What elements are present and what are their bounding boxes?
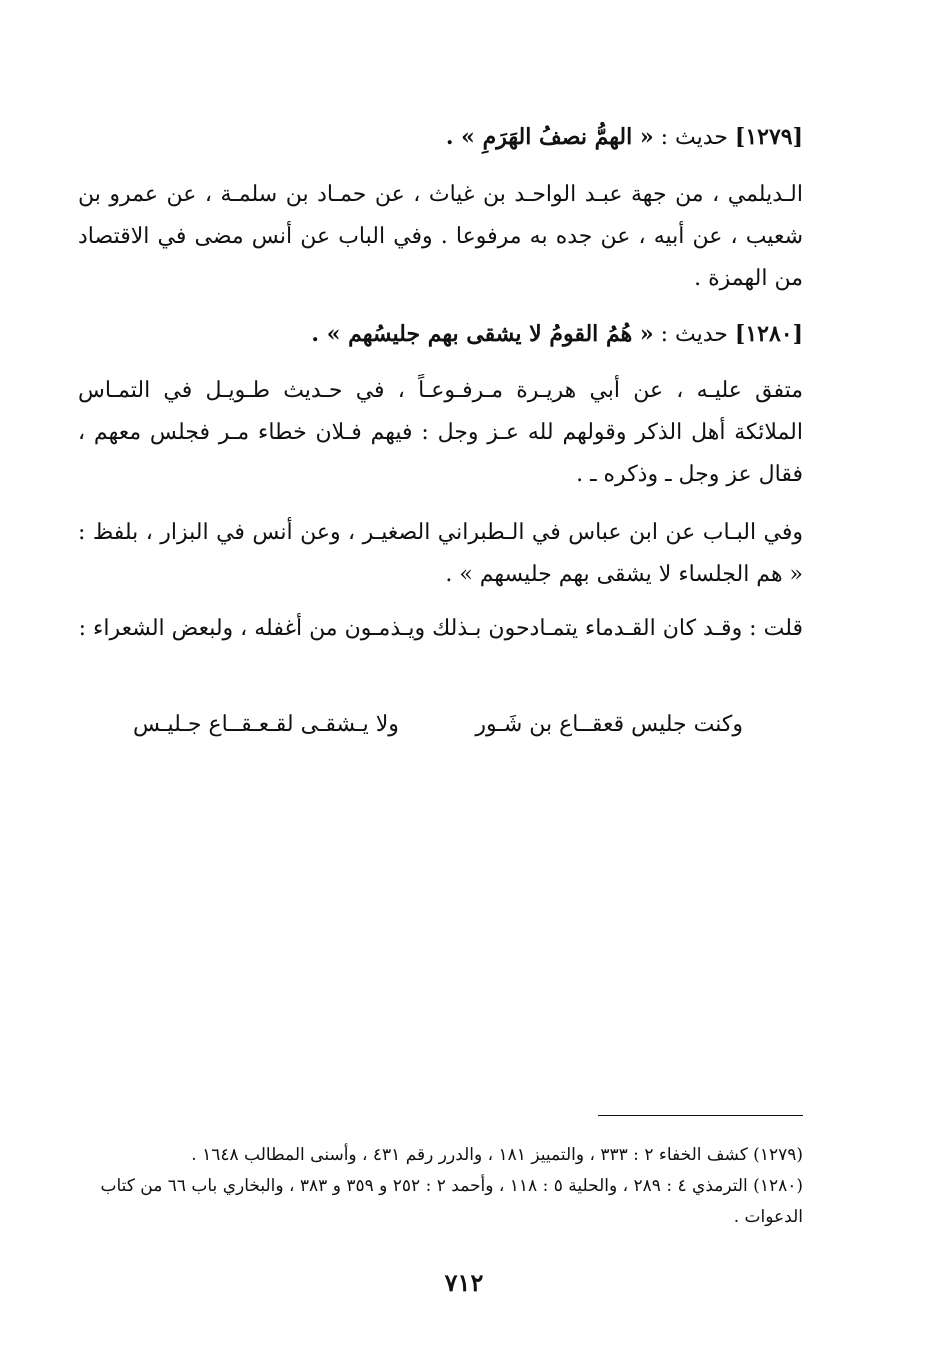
poem-verse bbox=[133, 704, 743, 746]
hadith-label: حديث : bbox=[660, 322, 728, 347]
footnotes bbox=[78, 1140, 803, 1233]
paragraph-commentary: الـديلمي ، من جهة عبـد الواحـد بن غياث ، عن حمـاد بن سلمـة ، عن عمرو بن شعيب ، عن أبيه ، عن جده به مرفوعا . وفي الباب عن أنس مضى في الاقتصاد من الهمزة . bbox=[78, 182, 803, 291]
page-number: ٧١٢ bbox=[444, 1268, 484, 1297]
paragraph-commentary: قلت : وقـد كان القـدماء يتمـادحون بـذلك ويـذمـون من أغفله ، ولبعض الشعراء : bbox=[78, 616, 803, 641]
footnote-separator bbox=[598, 1115, 803, 1116]
hadith-heading-1280 bbox=[78, 313, 803, 356]
hadith-number: [١٢٨٠] bbox=[734, 321, 803, 347]
poem-first-hemistich: وكنت جليس قعقــاع بن شَـور bbox=[475, 712, 743, 737]
hadith-quote: « هُمُ القومُ لا يشقى بهم جليسُهم » . bbox=[311, 321, 654, 347]
hadith-number: [١٢٧٩] bbox=[734, 124, 803, 150]
paragraph-commentary: متفق عليـه ، عن أبي هريـرة مـرفـوعـاً ، في حـديث طـويـل في التمـاس الملائكة أهل الذكر وقولهم لله عـز وجل : فيهم فـلان خطاء مـر فجلس معهم ، فقال عز وجل ـ وذكره ـ . bbox=[78, 378, 803, 487]
footnote-1279: (١٢٧٩) كشف الخفاء ٢ : ٣٣٣ ، والتمييز ١٨١ ، والدرر رقم ٤٣١ ، وأسنى المطالب ١٦٤٨ . bbox=[191, 1145, 803, 1165]
poem-second-hemistich: ولا يـشقـى لقـعـقــاع جـليـس bbox=[133, 712, 399, 737]
footnote-1280: (١٢٨٠) الترمذي ٤ : ٢٨٩ ، والحلية ٥ : ١١٨ ، وأحمد ٢ : ٢٥٢ و ٣٥٩ و ٣٨٣ ، والبخاري باب ٦٦ من كتاب الدعوات . bbox=[100, 1176, 803, 1227]
paragraph-commentary: وفي البـاب عن ابن عباس في الـطبراني الصغيـر ، وعن أنس في البزار ، بلفظ : « هم الجلساء لا يشقى بهم جليسهم » . bbox=[78, 520, 803, 587]
hadith-heading-1279 bbox=[78, 116, 803, 159]
hadith-quote: « الهمُّ نصفُ الهَرَمِ » . bbox=[445, 124, 654, 150]
hadith-label: حديث : bbox=[660, 125, 728, 150]
